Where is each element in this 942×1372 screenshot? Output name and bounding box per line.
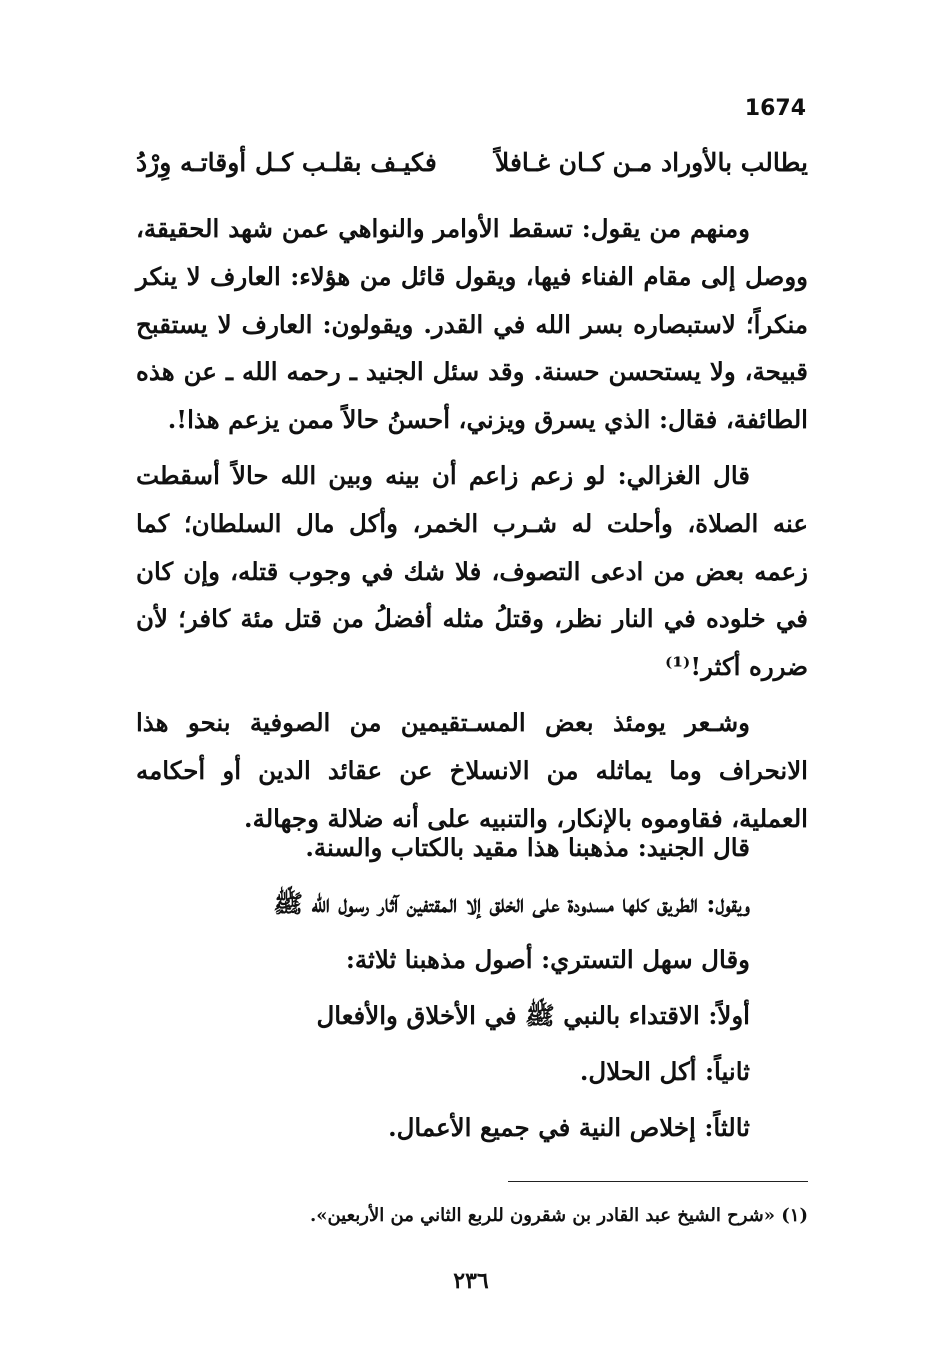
- indented-lines: [130, 820, 750, 1156]
- text-line: أولاً: الاقتداء بالنبي ﷺ في الأخلاق والأفعال: [316, 1001, 750, 1030]
- footnote-divider: [508, 1181, 808, 1182]
- footnote: (١) «شرح الشيخ عبد القادر بن شقرون للربع الثاني من الأربعين».: [309, 1205, 808, 1226]
- body-text: [136, 205, 808, 842]
- page-number: ٢٣٦: [453, 1268, 489, 1294]
- paragraph: قال الغزالي: لو زعم زاعم أن بينه وبين الله حالاً أسقطت عنه الصلاة، وأحلت له شـرب الخمر، وأكل مال السلطان؛ كما زعمه بعض من ادعى التصوف، فلا شك في وجوب قتله، وإن كان في خلوده في النار نظر، وقتلُ مثله أفضلُ من قتل مئة كافر؛ لأن ضرره أكثر!⁽¹⁾: [136, 460, 808, 682]
- verse-left-hemistich: فكيـف بقلـب كـل أوقاتـه وِرْدُ: [136, 148, 437, 177]
- text-line: ثانياً: أكل الحلال.: [579, 1057, 750, 1086]
- poem-verse: [136, 148, 808, 177]
- text-line: ثالثاً: إخلاص النية في جميع الأعمال.: [388, 1113, 750, 1142]
- text-line: وقال سهل التستري: أصول مذهبنا ثلاثة:: [345, 945, 750, 974]
- verse-right-hemistich: يطالب بالأوراد مـن كـان غـافلاً: [495, 148, 808, 177]
- paragraph: وشـعر يومئذ بعض المسـتقيمين من الصوفية بنحو هذا الانحراف وما يماثله من الانسلاخ عن عقائد الدين أو أحكامه العملية، فقاوموه بالإنكار، والتنبيه على أنه ضلالة وجهالة.: [136, 707, 808, 833]
- text-line: ويقول: الطريق كلها مسدودة على الخلق إلا المقتفين آثار رسول الله ﷺ: [273, 889, 750, 918]
- paragraph: ومنهم من يقول: تسقط الأوامر والنواهي عمن شهد الحقيقة، ووصل إلى مقام الفناء فيها، ويقول قائل من هؤلاء: العارف لا ينكر منكراً؛ لاستبصاره بسر الله في القدر. ويقولون: العارف لا يستقبح قبيحة، ولا يستحسن حسنة. وقد سئل الجنيد ـ رحمه الله ـ عن هذه الطائفة، فقال: الذي يسرق ويزني، أحسنُ حالاً ممن يزعم هذا!.: [136, 214, 808, 435]
- top-page-number: 1674: [744, 96, 806, 121]
- text-line: قال الجنيد: مذهبنا هذا مقيد بالكتاب والسنة.: [305, 833, 750, 862]
